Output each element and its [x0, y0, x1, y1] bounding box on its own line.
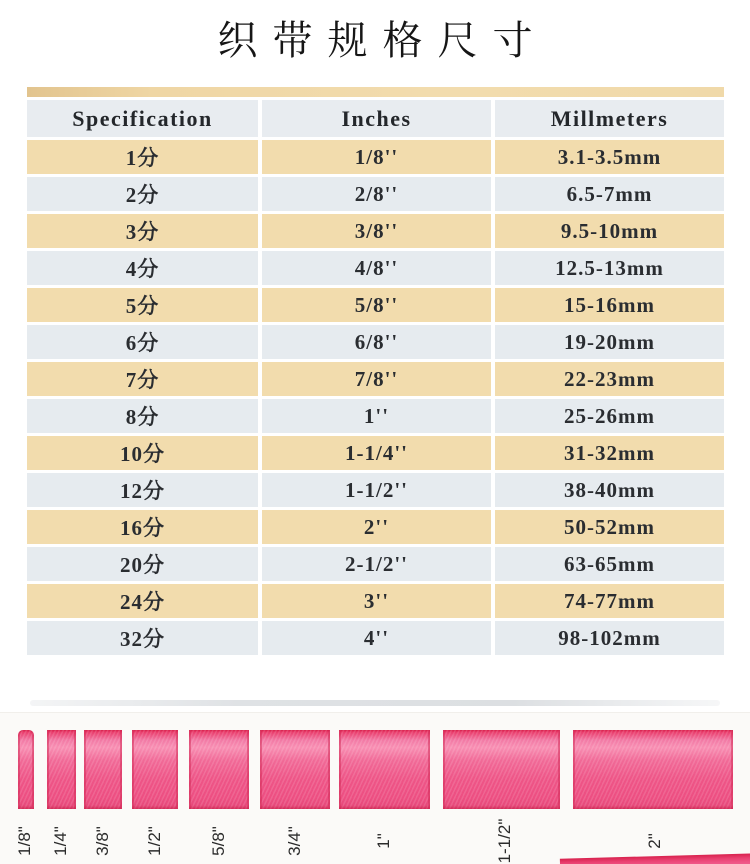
spec-cell: 10分: [27, 436, 258, 470]
spec-cell: 1分: [27, 140, 258, 174]
mm-cell: 22-23mm: [495, 362, 724, 396]
inches-cell: 3'': [262, 584, 491, 618]
ribbon-width-samples: [0, 712, 750, 864]
table-row: [27, 362, 724, 396]
ribbon-sample: [573, 730, 733, 809]
table-row: [27, 325, 724, 359]
ribbon-width-label: 1-1/2": [495, 818, 514, 864]
inches-cell: 2/8'': [262, 177, 491, 211]
mm-cell: 19-20mm: [495, 325, 724, 359]
spec-cell: 6分: [27, 325, 258, 359]
ribbon-width-label: 1": [374, 833, 393, 849]
mm-cell: 50-52mm: [495, 510, 724, 544]
photo-bottom-edge: [30, 700, 720, 706]
inches-cell: 1/8'': [262, 140, 491, 174]
inches-cell: 2-1/2'': [262, 547, 491, 581]
table-row: [27, 288, 724, 322]
mm-cell: 25-26mm: [495, 399, 724, 433]
mm-cell: 9.5-10mm: [495, 214, 724, 248]
table-header-row: [27, 100, 724, 137]
inches-cell: 7/8'': [262, 362, 491, 396]
ribbon-width-label: 1/2": [145, 826, 164, 856]
mm-cell: 3.1-3.5mm: [495, 140, 724, 174]
table-row: [27, 621, 724, 655]
spec-cell: 5分: [27, 288, 258, 322]
ribbon-width-label: 1/4": [51, 826, 70, 856]
ribbon-sample: [132, 730, 178, 809]
spec-cell: 16分: [27, 510, 258, 544]
inches-cell: 6/8'': [262, 325, 491, 359]
page-title: 织带规格尺寸: [217, 18, 548, 64]
ribbon-width-label: 5/8": [209, 826, 228, 856]
spec-cell: 3分: [27, 214, 258, 248]
ribbon-width-label: 1/8": [15, 826, 34, 856]
mm-cell: 38-40mm: [495, 473, 724, 507]
spec-cell: 7分: [27, 362, 258, 396]
inches-cell: 1-1/4'': [262, 436, 491, 470]
ribbon-sample: [47, 730, 76, 809]
table-row: [27, 140, 724, 174]
ribbon-width-label: 3/4": [285, 826, 304, 856]
spec-cell: 8分: [27, 399, 258, 433]
table-row: [27, 214, 724, 248]
mm-cell: 15-16mm: [495, 288, 724, 322]
inches-cell: 4/8'': [262, 251, 491, 285]
ribbon-width-label: 2": [645, 833, 664, 849]
mm-cell: 98-102mm: [495, 621, 724, 655]
mm-cell: 74-77mm: [495, 584, 724, 618]
inches-cell: 2'': [262, 510, 491, 544]
inches-cell: 5/8'': [262, 288, 491, 322]
ribbon-width-label: 3/8": [93, 826, 112, 856]
spec-cell: 4分: [27, 251, 258, 285]
inches-cell: 3/8'': [262, 214, 491, 248]
table-row: [27, 399, 724, 433]
table-row: [27, 177, 724, 211]
spec-cell: 2分: [27, 177, 258, 211]
table-row: [27, 510, 724, 544]
mm-cell: 12.5-13mm: [495, 251, 724, 285]
table-row: [27, 436, 724, 470]
table-row: [27, 584, 724, 618]
table-row: [27, 473, 724, 507]
ribbon-sample: [84, 730, 122, 809]
ribbon-sample: [260, 730, 330, 809]
mm-cell: 31-32mm: [495, 436, 724, 470]
ribbon-sample: [18, 730, 34, 809]
inches-cell: 1'': [262, 399, 491, 433]
spec-table: [27, 87, 724, 658]
inches-cell: 1-1/2'': [262, 473, 491, 507]
inches-cell: 4'': [262, 621, 491, 655]
column-header-inches: Inches: [262, 100, 491, 137]
table-row: [27, 547, 724, 581]
mm-cell: 63-65mm: [495, 547, 724, 581]
ribbon-sample: [443, 730, 560, 809]
column-header-specification: Specification: [27, 100, 258, 137]
table-row: [27, 251, 724, 285]
spec-cell: 20分: [27, 547, 258, 581]
ribbon-sample: [339, 730, 430, 809]
table-top-edge: [27, 87, 724, 97]
spec-cell: 24分: [27, 584, 258, 618]
ribbon-sample: [189, 730, 249, 809]
spec-cell: 32分: [27, 621, 258, 655]
column-header-millmeters: Millmeters: [495, 100, 724, 137]
mm-cell: 6.5-7mm: [495, 177, 724, 211]
spec-cell: 12分: [27, 473, 258, 507]
